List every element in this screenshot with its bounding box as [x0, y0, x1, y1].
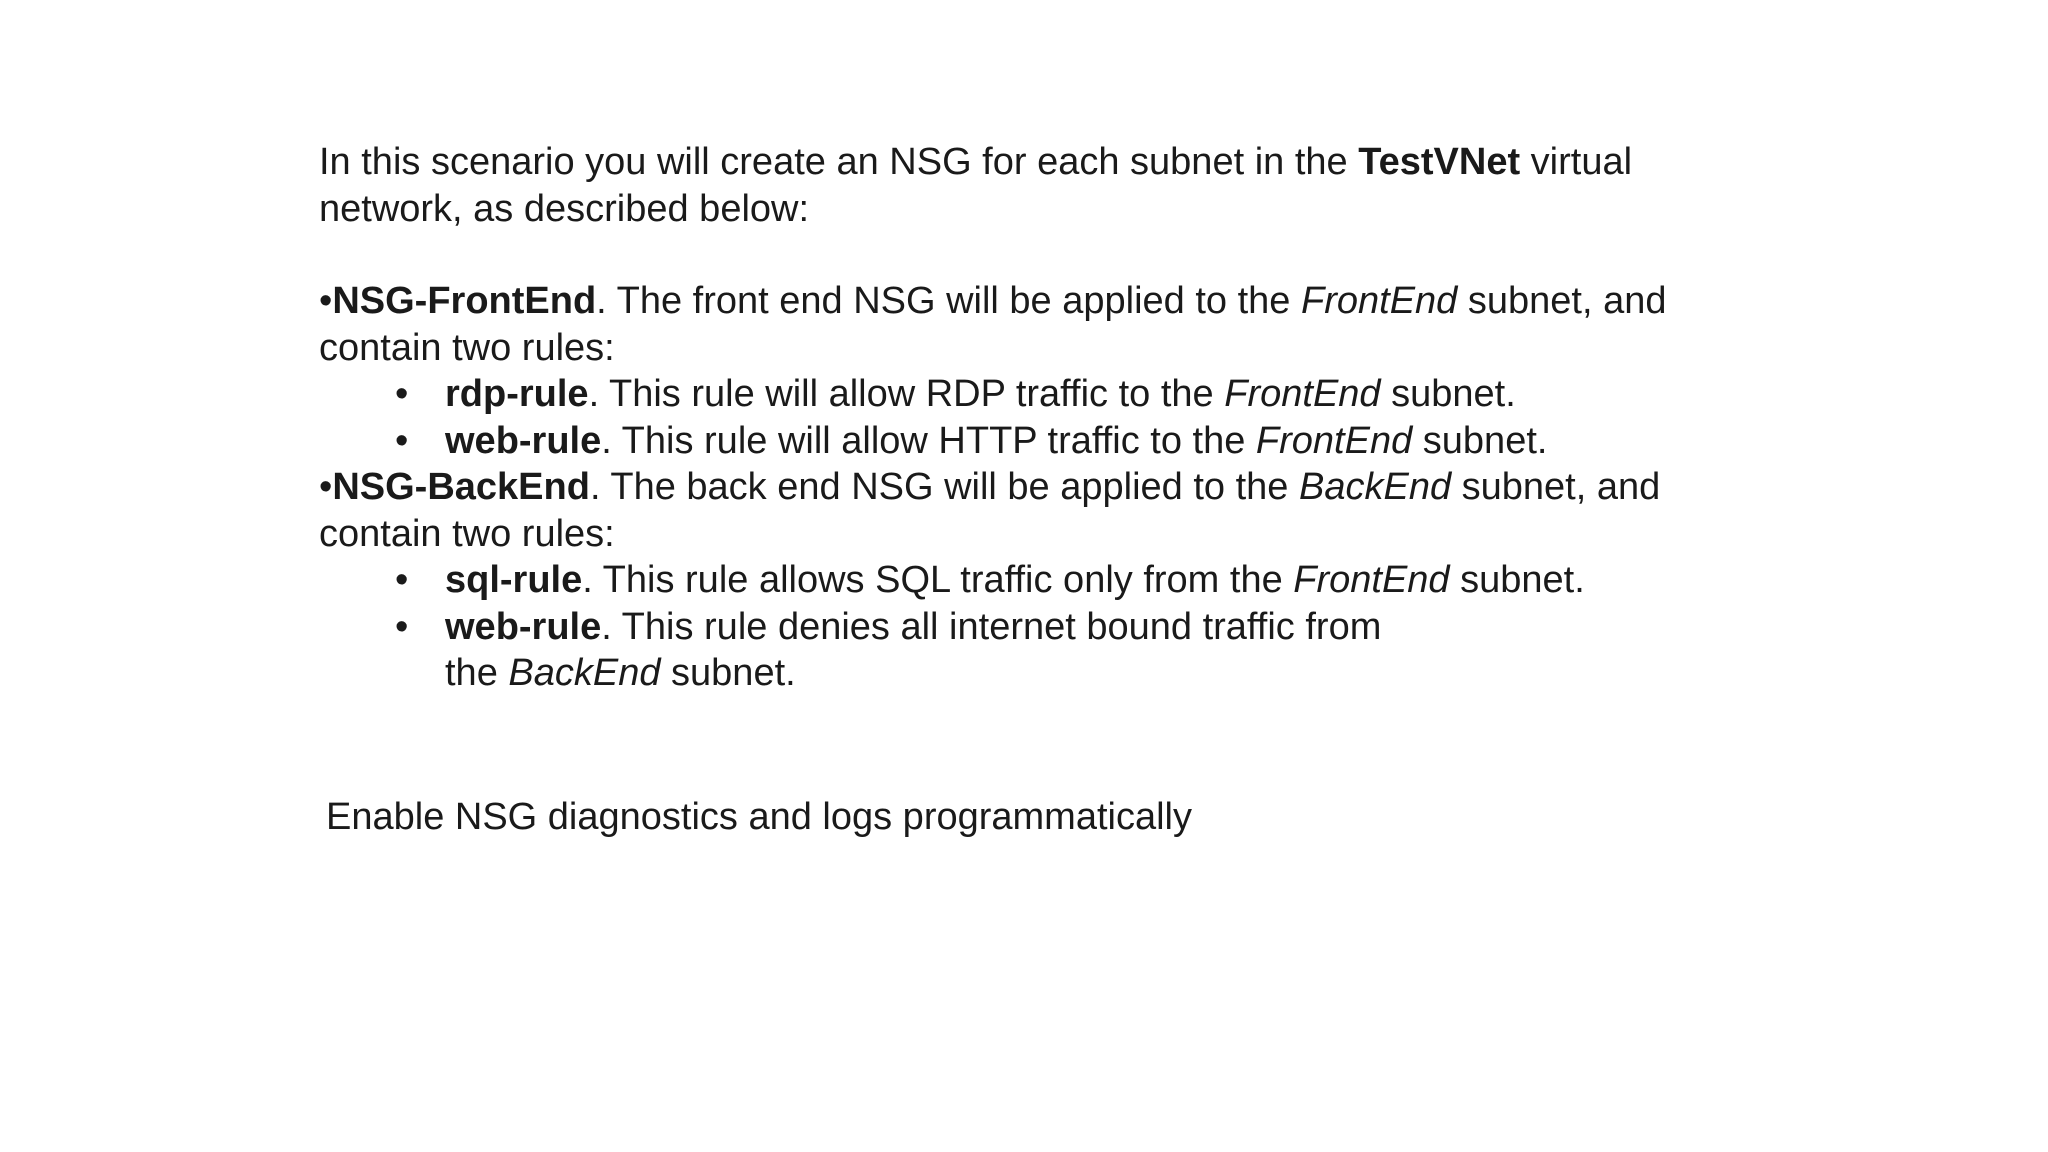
bullet-icon: • [395, 559, 409, 601]
rule-item [319, 371, 1759, 418]
nsg-description-end: subnet, and contain two rules: [319, 280, 1667, 369]
subnet-name: FrontEnd [1293, 559, 1450, 601]
rule-description: . This rule will allow HTTP traffic to the [601, 419, 1256, 462]
bullet-icon: • [319, 466, 333, 508]
subnet-name: FrontEnd [1301, 280, 1458, 322]
rule-description: . This rule allows SQL traffic only from the [582, 559, 1294, 601]
rule-description-cont: the [445, 652, 509, 694]
rule-description-end: subnet. [1449, 559, 1585, 601]
subnet-name: BackEnd [1299, 466, 1452, 508]
bullet-icon: • [395, 419, 409, 462]
paragraph-spacer [319, 232, 1759, 278]
nsg-description-end: subnet, and contain two rules: [319, 466, 1661, 555]
rule-item [319, 557, 1759, 604]
slide-body [319, 139, 1759, 697]
rule-name: rdp-rule [445, 373, 589, 415]
intro-text-end: virtual network, as described below: [319, 141, 1633, 230]
vnet-name: TestVNet [1358, 141, 1521, 183]
rule-name: web-rule [445, 605, 602, 648]
bullet-icon: • [319, 280, 333, 322]
rule-name: web-rule [445, 419, 602, 462]
nsg-description: . The back end NSG will be applied to the [589, 466, 1299, 508]
subnet-name: BackEnd [508, 652, 661, 694]
nsg-item-frontend [319, 278, 1759, 371]
subnet-name: FrontEnd [1255, 419, 1413, 462]
rule-description-end: subnet. [1412, 419, 1548, 462]
intro-text-start: In this scenario you will create an NSG for each subnet in the [319, 141, 1359, 183]
subnet-name: FrontEnd [1224, 373, 1381, 415]
rule-list-frontend [319, 371, 1759, 464]
rule-description: . This rule denies all internet bound traffic from [601, 605, 1382, 648]
rule-description-end: subnet. [660, 652, 796, 694]
bullet-icon: • [395, 373, 409, 415]
nsg-item-backend [319, 464, 1759, 557]
rule-item [319, 604, 1759, 697]
rule-description-end: subnet. [1380, 373, 1516, 415]
rule-list-backend [319, 557, 1759, 697]
rule-name: sql-rule [445, 559, 583, 601]
bullet-icon: • [395, 605, 409, 648]
section-heading: Enable NSG diagnostics and logs programmatically [326, 796, 1192, 838]
rule-item [319, 418, 1759, 465]
rule-description: . This rule will allow RDP traffic to the [588, 373, 1225, 415]
nsg-description: . The front end NSG will be applied to the [596, 280, 1301, 322]
intro-paragraph [319, 139, 1759, 232]
nsg-name: NSG-BackEnd [332, 466, 590, 508]
nsg-name: NSG-FrontEnd [332, 280, 597, 322]
